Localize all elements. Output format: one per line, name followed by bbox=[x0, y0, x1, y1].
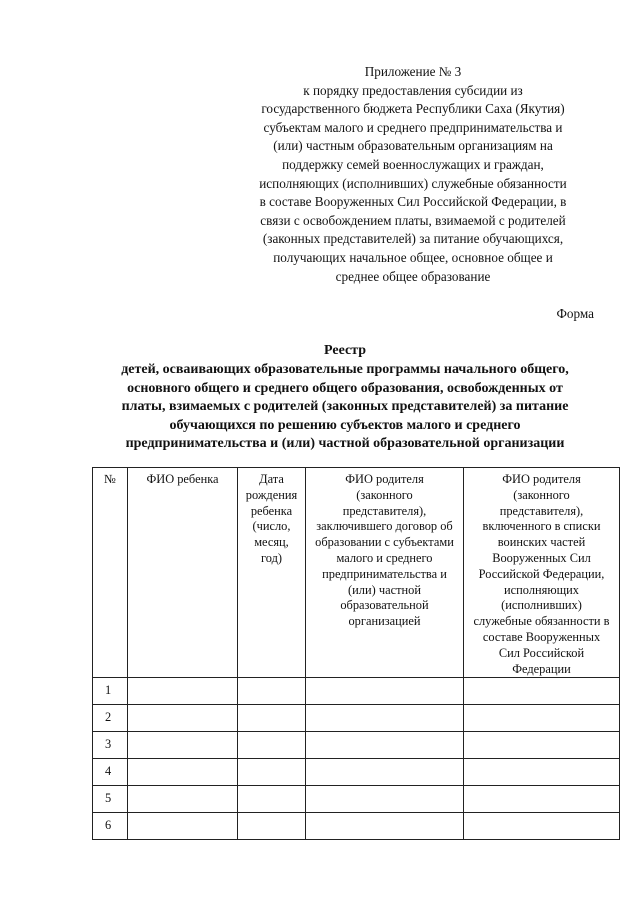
form-label: Форма bbox=[556, 306, 594, 321]
registry-subtitle-line: основного общего и среднего общего образования, освобожденных от bbox=[127, 380, 563, 396]
appendix-line: получающих начальное общее, основное общее и bbox=[273, 249, 553, 265]
table-cell bbox=[464, 813, 620, 840]
appendix-line: поддержку семей военнослужащих и граждан, bbox=[282, 156, 544, 172]
appendix-line: (или) частным образовательным организациям на bbox=[273, 138, 553, 154]
table-header-row bbox=[93, 468, 620, 678]
registry-title bbox=[80, 342, 610, 361]
table-cell bbox=[238, 678, 306, 705]
column-header-military-parent: ФИО родителя (законного представителя), включенного в списки воинских частей Вооруженных Сил Российской Федерации, исполняющих (исполнивших) служебные обязанности в составе Вооруженных Сил Российской Федерации bbox=[464, 468, 620, 678]
table-cell bbox=[306, 705, 464, 732]
appendix-line: в составе Вооруженных Сил Российской Федерации, в bbox=[259, 194, 567, 210]
table-cell bbox=[464, 732, 620, 759]
table-cell bbox=[306, 813, 464, 840]
table-cell bbox=[128, 759, 238, 786]
registry-subtitle-line: платы, взимаемых с родителей (законных представителей) за питание bbox=[121, 399, 569, 415]
appendix-line: связи с освобождением платы, взимаемой с родителей bbox=[260, 212, 566, 228]
table-cell bbox=[238, 732, 306, 759]
registry-table bbox=[92, 467, 620, 840]
table-row bbox=[93, 813, 620, 840]
appendix-line: субъектам малого и среднего предпринимательства и bbox=[263, 119, 563, 135]
appendix-line: к порядку предоставления субсидии из bbox=[303, 82, 523, 98]
registry-subtitle-line: предпринимательства и (или) частной образовательной организации bbox=[125, 436, 565, 452]
column-header-child-name: ФИО ребенка bbox=[128, 468, 238, 678]
appendix-line: среднее общее образование bbox=[335, 268, 491, 284]
row-number: 2 bbox=[93, 705, 128, 732]
column-header-contract-parent: ФИО родителя (законного представителя), заключившего договор об образовании с субъектами малого и среднего предпринимательства и (или) частной образовательной организацией bbox=[306, 468, 464, 678]
table-cell bbox=[238, 786, 306, 813]
table-cell bbox=[464, 759, 620, 786]
registry-subtitle-line: детей, осваивающих образовательные программы начального общего, bbox=[121, 362, 569, 377]
appendix-line: исполняющих (исполнивших) служебные обязанности bbox=[259, 175, 567, 191]
registry-title-main: Реестр bbox=[323, 343, 366, 358]
table-cell bbox=[128, 705, 238, 732]
table-row bbox=[93, 786, 620, 813]
table-cell bbox=[238, 705, 306, 732]
row-number: 4 bbox=[93, 759, 128, 786]
table-cell bbox=[464, 705, 620, 732]
table-cell bbox=[128, 732, 238, 759]
table-cell bbox=[464, 786, 620, 813]
table-cell bbox=[128, 786, 238, 813]
column-header-birth-date: Дата рождения ребенка (число, месяц, год) bbox=[238, 468, 306, 678]
table-cell bbox=[306, 732, 464, 759]
registry-subtitle-line: обучающихся по решению субъектов малого и среднего bbox=[169, 417, 521, 433]
column-header-number: № bbox=[93, 468, 128, 678]
table-row bbox=[93, 732, 620, 759]
row-number: 5 bbox=[93, 786, 128, 813]
table-row bbox=[93, 678, 620, 705]
table-cell bbox=[238, 813, 306, 840]
row-number: 6 bbox=[93, 813, 128, 840]
registry-subtitle bbox=[80, 361, 610, 454]
table-cell bbox=[238, 759, 306, 786]
table-row bbox=[93, 759, 620, 786]
table-cell bbox=[306, 759, 464, 786]
row-number: 3 bbox=[93, 732, 128, 759]
table-cell bbox=[128, 813, 238, 840]
table-row bbox=[93, 705, 620, 732]
table-cell bbox=[306, 678, 464, 705]
appendix-line: (законных представителей) за питание обучающихся, bbox=[262, 231, 564, 247]
appendix-line: государственного бюджета Республики Саха (Якутия) bbox=[261, 101, 565, 117]
row-number: 1 bbox=[93, 678, 128, 705]
table-cell bbox=[128, 678, 238, 705]
table-cell bbox=[306, 786, 464, 813]
table-cell bbox=[464, 678, 620, 705]
appendix-note bbox=[232, 63, 594, 286]
appendix-line: Приложение № 3 bbox=[364, 64, 462, 79]
